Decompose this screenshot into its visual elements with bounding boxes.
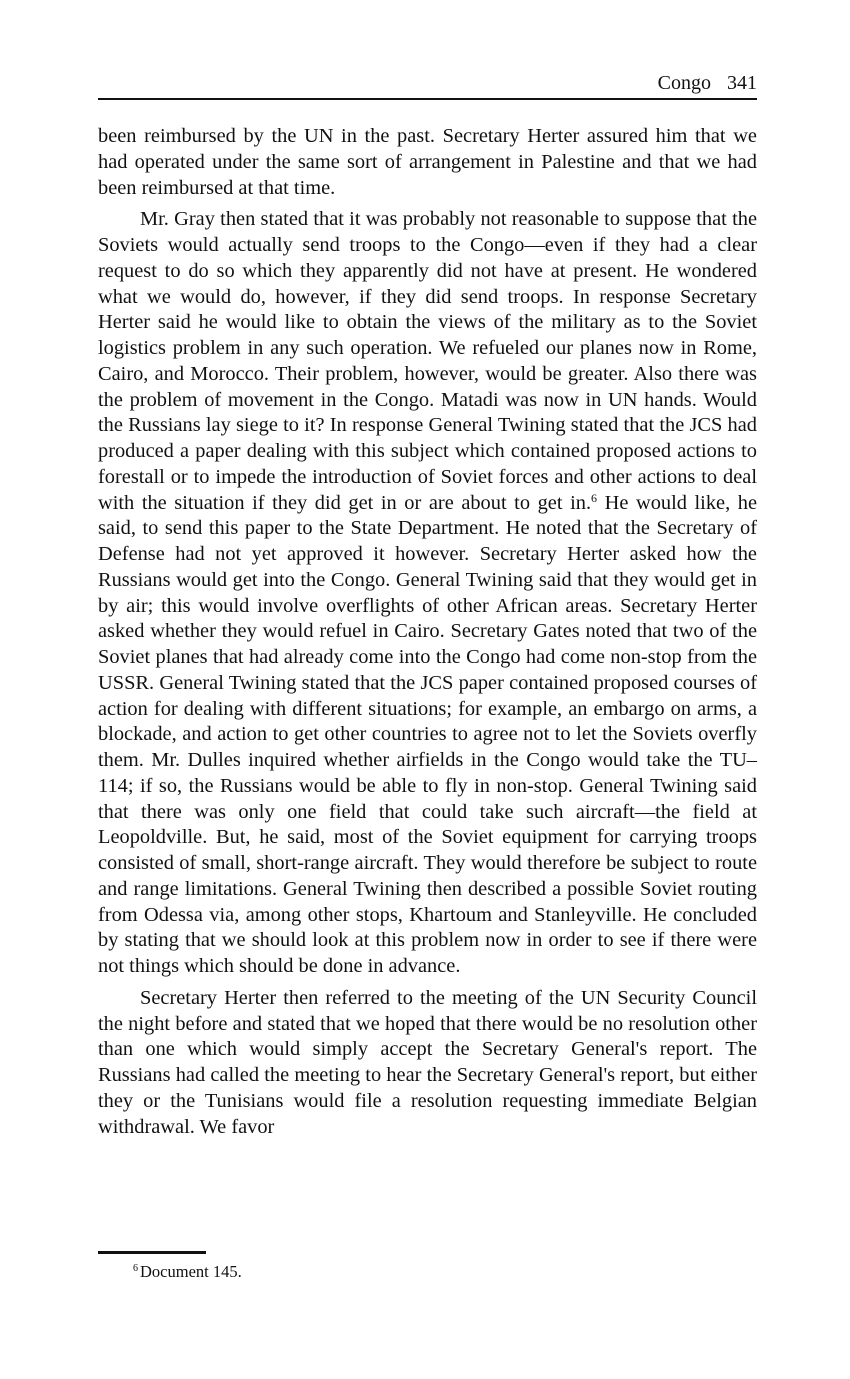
footnote-divider: [98, 1251, 206, 1254]
paragraph-3: Secretary Herter then referred to the meeting of the UN Security Council the night before and stated that we hoped that there would be no resolution other than one which would simply accept the Secretary General's report. The Russians had called the meeting to hear the Secretary General's report, but either they or the Tunisians would file a resolution requesting immediate Belgian withdrawal. We favor: [98, 986, 757, 1138]
page-number: 341: [727, 72, 757, 94]
section-title: Congo: [657, 72, 711, 94]
paragraph-2: [98, 207, 757, 980]
footnote-text: Document 145.: [140, 1262, 242, 1281]
page: [98, 70, 757, 1146]
paragraph-2-part-2: He would like, he said, to send this paper to the State Department. He noted that the Secretary of Defense had not yet approved it however. Secretary Herter asked how the Russians would get into the Congo. General Twining said that they would get in by air; this would involve overflights of other African areas. Secretary Herter asked whether they would refuel in Cairo. Secretary Gates noted that two of the Soviet planes that had already come into the Congo had come non-stop from the USSR. General Twining stated that the JCS paper contained proposed courses of action for dealing with different situations; for example, an embargo on arms, a blockade, and action to get other countries to agree not to let the Soviets overfly them. Mr. Dulles inquired whether airfields in the Congo would take the TU–114; if so, the Russians would be able to fly in non-stop. General Twining said that there was only one field that could take such aircraft—the field at Leopoldville. But, he said, most of the Soviet equipment for carrying troops consisted of small, short-range aircraft. They would therefore be subject to route and range limitations. General Twining then described a possible Soviet routing from Odessa via, among other stops, Khartoum and Stanleyville. He concluded by stating that we should look at this problem now in order to see if there were not things which should be done in advance.: [98, 491, 757, 977]
paragraph-2-part-1: Mr. Gray then stated that it was probably not reasonable to suppose that the Soviets would actually send troops to the Congo—even if they had a clear request to do so which they apparently did not have at present. He wondered what we would do, however, if they did send troops. In response Secretary Herter said he would like to obtain the views of the military as to the Soviet logistics problem in any such operation. We refueled our planes now in Rome, Cairo, and Morocco. Their problem, however, would be greater. Also there was the problem of movement in the Congo. Matadi was now in UN hands. Would the Russians lay siege to it? In response General Twining stated that the JCS had produced a paper dealing with this subject which contained proposed actions to forestall or to impede the introduction of Soviet forces and other actions to deal with the situation if they did get in or are about to get in.: [98, 208, 757, 514]
footnote-reference[interactable]: 6: [591, 490, 598, 505]
body-text: [98, 124, 757, 1140]
running-head: [98, 70, 757, 100]
footnote: [133, 1262, 242, 1282]
footnote-number: 6: [133, 1263, 138, 1274]
paragraph-1: been reimbursed by the UN in the past. Secretary Herter assured him that we had operated under the same sort of arrangement in Palestine and that we had been reimbursed at that time.: [98, 125, 757, 199]
